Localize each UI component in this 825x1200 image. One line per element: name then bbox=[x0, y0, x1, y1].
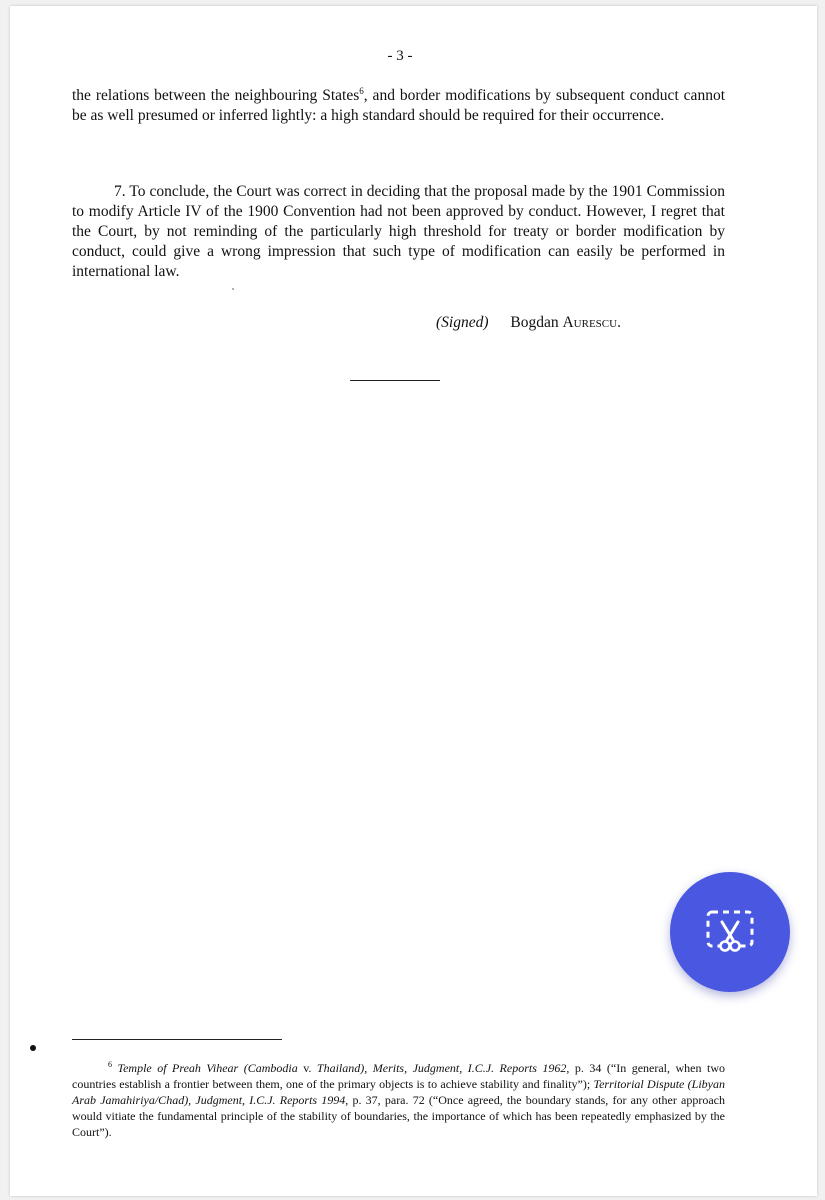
side-bullet-marker bbox=[30, 1045, 36, 1051]
signatory-last-name: Aurescu. bbox=[562, 314, 621, 331]
footnote-mark: 6 bbox=[108, 1060, 112, 1069]
end-of-text-rule bbox=[350, 380, 440, 381]
footnote-case2-cite: , p. 37, para. 72 (“Once agreed, the boundary stands, for any other approach would vitiate the fundamental principle of the stability of boundaries, the importance of which has been repeatedly emphasized by the Court”). bbox=[72, 1093, 725, 1139]
signatory-first-name: Bogdan bbox=[510, 314, 559, 331]
footnote-case1-title: Temple of Preah Vihear (Cambodia bbox=[117, 1061, 298, 1075]
footnote-separator bbox=[72, 1039, 282, 1040]
document-page bbox=[10, 6, 817, 1196]
scan-crop-scissors-icon bbox=[700, 902, 760, 962]
footnote-reference[interactable]: 6 bbox=[359, 86, 364, 96]
paragraph-1-text-a: the relations between the neighbouring States bbox=[72, 87, 360, 104]
footnote-case1-v: v. bbox=[297, 1061, 317, 1075]
paragraph-1-text-b: , and border modifications by subsequent conduct cannot be as well presumed or inferred lightly: a high standard should be required for their occurrence. bbox=[72, 87, 725, 124]
paragraph-7: 7. To conclude, the Court was correct in deciding that the proposal made by the 1901 Commission to modify Article IV of the 1900 Convention had not been approved by conduct. However, I regret that the Court, by not reminding of the particularly high threshold for treaty or border modification by conduct, could give a wrong impression that such type of modification can easily be performed in international law. bbox=[72, 183, 725, 280]
scan-speck bbox=[232, 288, 234, 290]
footnote-case1-title-rest: Thailand), Merits, Judgment, I.C.J. Reports 1962 bbox=[316, 1061, 567, 1075]
footnote-6 bbox=[72, 1060, 725, 1140]
paragraph-1 bbox=[72, 86, 725, 126]
footnote-case1-cite: , p. 34 (“In general, when two countries establish a frontier between them, one of the primary objects is to achieve stability and finality”); bbox=[72, 1061, 725, 1091]
signature-block bbox=[436, 314, 621, 332]
scan-crop-button[interactable] bbox=[670, 872, 790, 992]
page-number: - 3 - bbox=[387, 48, 413, 64]
signed-label: (Signed) bbox=[436, 314, 489, 331]
footnote-case2-title: Territorial Dispute (Libyan Arab Jamahiriya/Chad), Judgment, I.C.J. Reports 1994 bbox=[72, 1077, 725, 1107]
